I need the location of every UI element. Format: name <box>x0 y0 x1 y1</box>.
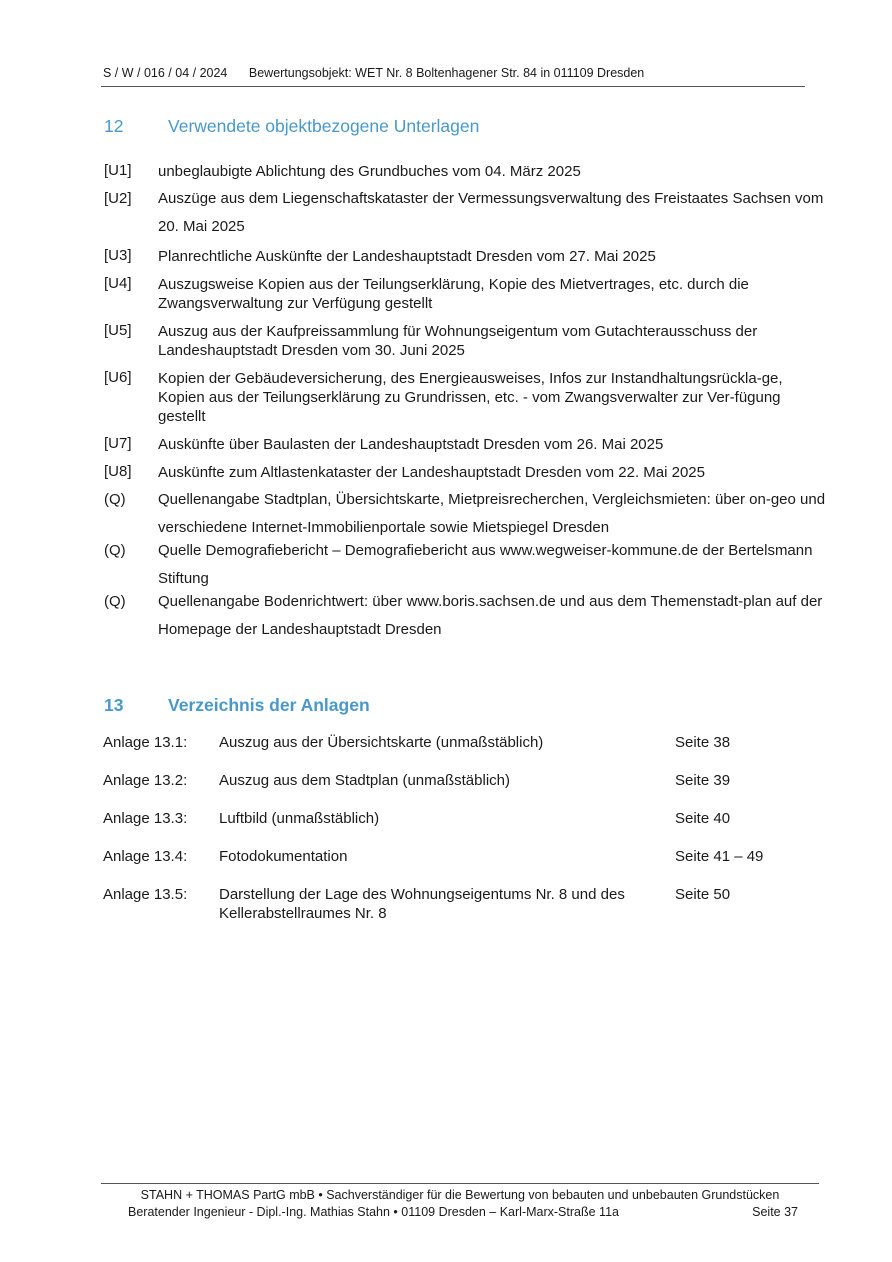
item-text: Auszug aus der Kaufpreissammlung für Wohnungseigentum vom Gutachterausschuss der Landeshauptstadt Dresden vom 30. Juni 2025 <box>158 323 758 359</box>
annex-description: Luftbild (unmaßstäblich) <box>219 810 380 827</box>
item-text: Planrechtliche Auskünfte der Landeshauptstadt Dresden vom 27. Mai 2025 <box>158 248 656 265</box>
annex-page: Seite 38 <box>675 734 731 751</box>
item-text: Quellenangabe Bodenrichtwert: über www.boris.sachsen.de und aus dem Themenstadt-plan auf der Homepage der Landeshauptstadt Dresden <box>158 593 823 638</box>
annex-label: Anlage 13.1: <box>103 734 188 751</box>
list-item <box>104 162 828 181</box>
section-title: Verwendete objektbezogene Unterlagen <box>168 116 480 136</box>
list-item <box>104 491 828 542</box>
section-title: Verzeichnis der Anlagen <box>168 695 370 715</box>
list-item <box>104 275 828 313</box>
annex-description: Auszug aus dem Stadtplan (unmaßstäblich) <box>219 772 510 789</box>
item-text: unbeglaubigte Ablichtung des Grundbuches vom 04. März 2025 <box>158 163 581 180</box>
section-number: 12 <box>104 116 124 136</box>
list-item <box>104 542 828 593</box>
list-item <box>104 322 828 360</box>
annex-description: Auszug aus der Übersichtskarte (unmaßstäblich) <box>219 734 544 751</box>
header-divider <box>101 86 805 87</box>
item-text: Kopien der Gebäudeversicherung, des Energieausweises, Infos zur Instandhaltungsrückla-ge, Kopien aus der Teilungserklärung zu Grundrissen, etc. - vom Zwangsverwalter zur Ver-fügung gestellt <box>158 370 783 425</box>
item-label: (Q) <box>104 593 126 610</box>
list-item <box>104 190 828 241</box>
table-row <box>103 847 803 866</box>
item-label: (Q) <box>104 542 126 559</box>
list-item <box>104 247 828 266</box>
item-text: Quellenangabe Stadtplan, Übersichtskarte, Mietpreisrecherchen, Vergleichsmieten: über on-geo und verschiedene Internet-Immobilienportale sowie Mietspiegel Dresden <box>158 491 826 536</box>
item-label: [U4] <box>104 275 132 292</box>
item-label: (Q) <box>104 491 126 508</box>
item-text: Auszugsweise Kopien aus der Teilungserklärung, Kopie des Mietvertrages, etc. durch die Zwangsverwaltung zur Verfügung gestellt <box>158 276 749 312</box>
annex-page: Seite 40 <box>675 810 731 827</box>
item-label: [U3] <box>104 247 132 264</box>
valuation-object: Bewertungsobjekt: WET Nr. 8 Boltenhagener Str. 84 in 011109 Dresden <box>248 66 645 80</box>
annex-label: Anlage 13.2: <box>103 772 188 789</box>
page-footer <box>100 1187 820 1221</box>
item-label: [U7] <box>104 435 132 452</box>
page-number: Seite 37 <box>752 1205 798 1219</box>
item-label: [U5] <box>104 322 132 339</box>
table-row <box>103 771 803 790</box>
section-number: 13 <box>104 695 124 715</box>
item-label: [U2] <box>104 190 132 207</box>
item-label: [U8] <box>104 463 132 480</box>
list-item <box>104 463 828 482</box>
document-reference: S / W / 016 / 04 / 2024 <box>103 66 228 80</box>
item-text: Auskünfte zum Altlastenkataster der Landeshauptstadt Dresden vom 22. Mai 2025 <box>158 464 705 481</box>
table-row <box>103 809 803 828</box>
annex-page: Seite 41 – 49 <box>675 848 764 865</box>
annex-page: Seite 39 <box>675 772 731 789</box>
list-item <box>104 369 828 426</box>
list-item <box>104 593 828 644</box>
page-header <box>103 66 803 80</box>
section-13-heading <box>104 695 370 716</box>
annex-label: Anlage 13.5: <box>103 886 188 903</box>
table-row <box>103 885 803 923</box>
footer-divider <box>101 1183 819 1184</box>
annex-description: Darstellung der Lage des Wohnungseigentums Nr. 8 und des Kellerabstellraumes Nr. 8 <box>219 886 625 922</box>
annex-label: Anlage 13.4: <box>103 848 188 865</box>
annex-description: Fotodokumentation <box>219 848 348 865</box>
footer-company: STAHN + THOMAS PartG mbB • Sachverständiger für die Bewertung von bebauten und unbebauten Grundstücken <box>140 1188 780 1202</box>
section-12-heading <box>104 116 479 137</box>
item-label: [U6] <box>104 369 132 386</box>
item-label: [U1] <box>104 162 132 179</box>
table-row <box>103 733 803 752</box>
annex-page: Seite 50 <box>675 886 731 903</box>
item-text: Auskünfte über Baulasten der Landeshauptstadt Dresden vom 26. Mai 2025 <box>158 436 664 453</box>
annex-table <box>103 733 803 923</box>
item-text: Quelle Demografiebericht – Demografiebericht aus www.wegweiser-kommune.de der Bertelsmann Stiftung <box>158 542 813 587</box>
footer-address: Beratender Ingenieur - Dipl.-Ing. Mathias Stahn • 01109 Dresden – Karl-Marx-Straße 11a <box>128 1205 619 1219</box>
documents-list <box>104 162 828 644</box>
annex-label: Anlage 13.3: <box>103 810 188 827</box>
item-text: Auszüge aus dem Liegenschaftskataster der Vermessungsverwaltung des Freistaates Sachsen vom 20. Mai 2025 <box>158 190 824 235</box>
list-item <box>104 435 828 454</box>
